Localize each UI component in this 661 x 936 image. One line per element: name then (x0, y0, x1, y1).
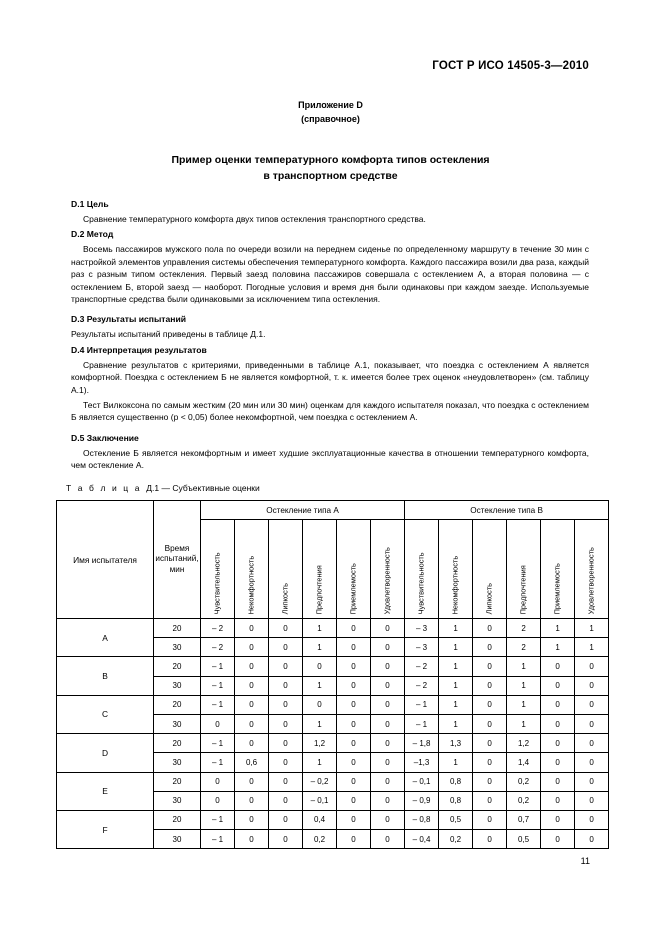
cell-value-b-0: – 0,8 (405, 810, 439, 829)
table-caption (66, 483, 260, 493)
cell-value-a-0: 0 (201, 714, 235, 733)
cell-value-b-4: 0 (541, 791, 575, 810)
subjective-ratings-table (56, 500, 609, 849)
cell-value-a-1: 0 (235, 695, 269, 714)
cell-value-b-0: – 2 (405, 676, 439, 695)
cell-tester-name: F (57, 810, 154, 848)
cell-value-a-1: 0 (235, 734, 269, 753)
page-title-line-2: в транспортном средстве (263, 170, 398, 182)
cell-test-time: 30 (154, 638, 201, 657)
cell-value-a-5: 0 (371, 772, 405, 791)
cell-value-a-4: 0 (337, 714, 371, 733)
header-test-time (154, 501, 201, 619)
cell-value-a-2: 0 (269, 695, 303, 714)
cell-value-b-2: 0 (473, 810, 507, 829)
cell-value-b-5: 0 (575, 695, 609, 714)
cell-value-b-3: 0,2 (507, 791, 541, 810)
cell-value-b-3: 1,2 (507, 734, 541, 753)
table-row (57, 619, 609, 638)
section-heading-d2: D.2 Метод (71, 229, 114, 240)
cell-value-b-1: 1 (439, 638, 473, 657)
cell-value-b-2: 0 (473, 772, 507, 791)
cell-value-b-0: – 1 (405, 695, 439, 714)
section-heading-d4: D.4 Интерпретация результатов (71, 344, 207, 355)
cell-value-b-2: 0 (473, 830, 507, 849)
cell-tester-name: D (57, 734, 154, 772)
cell-value-b-4: 0 (541, 714, 575, 733)
table-caption-label: Т а б л и ц а (66, 483, 142, 493)
cell-value-a-3: – 0,1 (303, 791, 337, 810)
cell-value-a-4: 0 (337, 676, 371, 695)
cell-value-a-5: 0 (371, 753, 405, 772)
cell-value-a-2: 0 (269, 772, 303, 791)
cell-value-a-0: – 1 (201, 830, 235, 849)
cell-value-a-5: 0 (371, 791, 405, 810)
cell-value-b-1: 1 (439, 695, 473, 714)
header-b-discomfort: Некомфортность (439, 520, 473, 619)
cell-value-a-3: 1 (303, 619, 337, 638)
cell-value-a-1: 0 (235, 791, 269, 810)
cell-value-a-4: 0 (337, 810, 371, 829)
cell-value-a-3: 0 (303, 657, 337, 676)
section-heading-d1: D.1 Цель (71, 199, 109, 209)
cell-value-b-3: 1 (507, 695, 541, 714)
cell-value-b-3: 0,5 (507, 830, 541, 849)
cell-value-b-5: 1 (575, 619, 609, 638)
cell-value-b-4: 0 (541, 734, 575, 753)
section-paragraph-d1-1: Сравнение температурного комфорта двух типов остекления транспортного средства. (83, 214, 426, 224)
cell-test-time: 20 (154, 695, 201, 714)
cell-value-a-1: 0 (235, 810, 269, 829)
cell-value-a-3: 0,2 (303, 830, 337, 849)
cell-tester-name: A (57, 619, 154, 657)
cell-value-a-0: – 1 (201, 676, 235, 695)
cell-value-a-0: – 2 (201, 638, 235, 657)
cell-value-b-2: 0 (473, 734, 507, 753)
page-title-line-1: Пример оценки температурного комфорта типов остекления (171, 154, 490, 166)
cell-value-b-0: – 1,8 (405, 734, 439, 753)
cell-value-a-2: 0 (269, 791, 303, 810)
header-b-preference: Предпочтения (507, 520, 541, 619)
cell-value-a-1: 0 (235, 714, 269, 733)
header-a-discomfort: Некомфортность (235, 520, 269, 619)
cell-value-b-4: 0 (541, 676, 575, 695)
cell-value-a-5: 0 (371, 734, 405, 753)
header-test-time-l2: испытаний, (155, 554, 199, 564)
cell-value-b-1: 1,3 (439, 734, 473, 753)
header-b-satisfaction: Удовлетворенность (575, 520, 609, 619)
header-a-stickiness: Липкость (269, 520, 303, 619)
cell-value-a-5: 0 (371, 810, 405, 829)
cell-value-b-2: 0 (473, 619, 507, 638)
cell-value-b-5: 0 (575, 810, 609, 829)
header-a-acceptability: Приемлемость (337, 520, 371, 619)
cell-value-b-3: 0,7 (507, 810, 541, 829)
section-heading-d5: D.5 Заключение (71, 432, 139, 443)
cell-test-time: 20 (154, 734, 201, 753)
cell-value-b-4: 1 (541, 619, 575, 638)
table-row (57, 810, 609, 829)
header-tester-name: Имя испытателя (57, 501, 154, 619)
cell-value-b-4: 0 (541, 753, 575, 772)
cell-value-a-4: 0 (337, 695, 371, 714)
table-caption-number: Д.1 (146, 483, 160, 493)
table-row (57, 734, 609, 753)
cell-test-time: 20 (154, 619, 201, 638)
cell-value-b-1: 1 (439, 619, 473, 638)
cell-value-b-1: 1 (439, 753, 473, 772)
cell-test-time: 30 (154, 791, 201, 810)
cell-value-a-3: 1 (303, 714, 337, 733)
cell-value-a-4: 0 (337, 772, 371, 791)
cell-value-b-0: – 0,9 (405, 791, 439, 810)
cell-value-b-2: 0 (473, 676, 507, 695)
cell-value-b-5: 0 (575, 734, 609, 753)
cell-value-b-2: 0 (473, 695, 507, 714)
header-b-sensitivity: Чувствительность (405, 520, 439, 619)
cell-value-a-4: 0 (337, 753, 371, 772)
body-text (71, 198, 589, 475)
cell-value-a-1: 0,6 (235, 753, 269, 772)
cell-value-a-3: 1 (303, 753, 337, 772)
standard-reference-header: ГОСТ Р ИСО 14505-3—2010 (432, 60, 589, 72)
cell-value-a-3: 1,2 (303, 734, 337, 753)
table-caption-text: Субъективные оценки (172, 483, 260, 493)
cell-value-a-1: 0 (235, 638, 269, 657)
cell-value-b-5: 0 (575, 753, 609, 772)
cell-value-a-3: 1 (303, 638, 337, 657)
header-a-preference: Предпочтения (303, 520, 337, 619)
cell-value-b-1: 0,2 (439, 830, 473, 849)
cell-value-a-2: 0 (269, 676, 303, 695)
cell-test-time: 20 (154, 772, 201, 791)
cell-value-b-3: 1 (507, 676, 541, 695)
cell-value-b-0: – 0,4 (405, 830, 439, 849)
cell-value-a-1: 0 (235, 657, 269, 676)
cell-value-a-0: – 2 (201, 619, 235, 638)
cell-value-a-5: 0 (371, 657, 405, 676)
cell-value-a-0: – 1 (201, 695, 235, 714)
cell-value-b-1: 0,8 (439, 791, 473, 810)
cell-value-a-0: – 1 (201, 810, 235, 829)
cell-value-b-4: 1 (541, 638, 575, 657)
cell-value-b-5: 1 (575, 638, 609, 657)
cell-tester-name: B (57, 657, 154, 695)
cell-value-a-5: 0 (371, 830, 405, 849)
page-title (0, 152, 661, 184)
table-group-header-row (57, 501, 609, 520)
cell-value-b-0: –1,3 (405, 753, 439, 772)
cell-value-a-5: 0 (371, 638, 405, 657)
header-test-time-l3: мин (169, 564, 185, 574)
cell-test-time: 30 (154, 676, 201, 695)
section-paragraph-d4-2: Тест Вилкоксона по самым жестким (20 мин или 30 мин) оценкам для каждого испытателя показал, что поездка с остеклением Б является существенно (p < 0,05) более некомфортной, чем поездка с остеклением А. (71, 400, 589, 423)
cell-value-a-2: 0 (269, 810, 303, 829)
cell-value-b-1: 0,5 (439, 810, 473, 829)
cell-value-b-3: 0,2 (507, 772, 541, 791)
cell-test-time: 20 (154, 657, 201, 676)
cell-value-a-3: 1 (303, 676, 337, 695)
cell-value-a-1: 0 (235, 619, 269, 638)
cell-value-a-3: 0,4 (303, 810, 337, 829)
section-heading-d3: D.3 Результаты испытаний (71, 314, 187, 325)
annex-kind: (справочное) (301, 114, 360, 124)
header-test-time-l1: Время (164, 543, 190, 553)
cell-value-a-2: 0 (269, 638, 303, 657)
table-caption-dash: — (161, 483, 171, 493)
cell-value-a-4: 0 (337, 619, 371, 638)
cell-value-b-1: 0,8 (439, 772, 473, 791)
cell-value-b-0: – 0,1 (405, 772, 439, 791)
cell-value-a-2: 0 (269, 734, 303, 753)
cell-test-time: 30 (154, 714, 201, 733)
cell-value-b-5: 0 (575, 791, 609, 810)
cell-value-b-1: 1 (439, 714, 473, 733)
cell-value-b-1: 1 (439, 657, 473, 676)
table-body (57, 619, 609, 849)
cell-value-b-3: 1,4 (507, 753, 541, 772)
cell-value-a-0: – 1 (201, 657, 235, 676)
header-b-acceptability: Приемлемость (541, 520, 575, 619)
cell-value-a-3: – 0,2 (303, 772, 337, 791)
section-paragraph-d3-1: Результаты испытаний приведены в таблице Д.1. (71, 329, 266, 340)
cell-value-a-1: 0 (235, 830, 269, 849)
cell-value-a-2: 0 (269, 714, 303, 733)
cell-value-b-5: 0 (575, 830, 609, 849)
cell-value-b-2: 0 (473, 791, 507, 810)
cell-value-b-5: 0 (575, 772, 609, 791)
cell-value-a-2: 0 (269, 657, 303, 676)
cell-value-b-4: 0 (541, 695, 575, 714)
cell-value-b-4: 0 (541, 772, 575, 791)
cell-value-b-0: – 1 (405, 714, 439, 733)
table-head (57, 501, 609, 619)
cell-value-a-0: 0 (201, 772, 235, 791)
table-row (57, 772, 609, 791)
cell-value-a-2: 0 (269, 753, 303, 772)
cell-test-time: 20 (154, 810, 201, 829)
cell-value-b-4: 0 (541, 830, 575, 849)
cell-value-b-5: 0 (575, 657, 609, 676)
table-row (57, 657, 609, 676)
cell-value-a-4: 0 (337, 657, 371, 676)
cell-value-a-0: – 1 (201, 753, 235, 772)
section-paragraph-d2-1: Восемь пассажиров мужского пола по очереди возили на переднем сиденье по определенному маршруту в течение 30 мин с настройкой элементов управления системы обеспечения температурного комфорта. Каждого пассажира возили два раза, каждый раз с разным типом остекления. Первый заезд половина пассажиров совершала с остеклением А, а вторая половина — с остеклением Б, второй заезд — наоборот. Погодные условия и время дня были одинаковы при каждом заезде. Используемые транспортные средства были одинаковыми за исключением типа остекления. (71, 244, 589, 305)
table-row (57, 695, 609, 714)
cell-test-time: 30 (154, 830, 201, 849)
header-group-glazing-b: Остекление типа В (405, 501, 609, 520)
cell-value-b-3: 2 (507, 638, 541, 657)
cell-value-b-0: – 3 (405, 638, 439, 657)
cell-value-b-3: 2 (507, 619, 541, 638)
cell-value-a-0: 0 (201, 791, 235, 810)
cell-value-a-5: 0 (371, 695, 405, 714)
cell-value-a-5: 0 (371, 619, 405, 638)
cell-value-b-0: – 2 (405, 657, 439, 676)
cell-value-a-5: 0 (371, 676, 405, 695)
cell-value-b-2: 0 (473, 638, 507, 657)
header-group-glazing-a: Остекление типа А (201, 501, 405, 520)
page-number: 11 (580, 856, 590, 866)
cell-value-a-4: 0 (337, 638, 371, 657)
cell-value-b-4: 0 (541, 657, 575, 676)
annex-label: Приложение D (298, 100, 363, 110)
cell-value-a-4: 0 (337, 791, 371, 810)
cell-value-b-5: 0 (575, 676, 609, 695)
section-paragraph-d4-1: Сравнение результатов с критериями, приведенными в таблице А.1, показывает, что поездка с остеклением А является комфортной. Поездка с остеклением Б не является комфортной, т. к. имеется более трех оценок «неудовлетворен» (см. таблицу А.1). (71, 359, 589, 395)
section-paragraph-d5-1: Остекление Б является некомфортным и имеет худшие эксплуатационные качества в отношении температурного комфорта, чем остекление А. (71, 447, 589, 471)
cell-value-a-0: – 1 (201, 734, 235, 753)
cell-tester-name: C (57, 695, 154, 733)
cell-value-b-2: 0 (473, 714, 507, 733)
cell-value-a-3: 0 (303, 695, 337, 714)
header-a-sensitivity: Чувствительность (201, 520, 235, 619)
cell-value-a-5: 0 (371, 714, 405, 733)
cell-value-b-4: 0 (541, 810, 575, 829)
cell-value-a-4: 0 (337, 830, 371, 849)
annex-block (0, 98, 661, 126)
header-a-satisfaction: Удовлетворенность (371, 520, 405, 619)
cell-value-a-1: 0 (235, 676, 269, 695)
header-b-stickiness: Липкость (473, 520, 507, 619)
cell-value-b-1: 1 (439, 676, 473, 695)
cell-tester-name: E (57, 772, 154, 810)
cell-value-b-2: 0 (473, 657, 507, 676)
cell-value-a-1: 0 (235, 772, 269, 791)
cell-value-b-3: 1 (507, 657, 541, 676)
cell-test-time: 30 (154, 753, 201, 772)
cell-value-b-5: 0 (575, 714, 609, 733)
cell-value-a-4: 0 (337, 734, 371, 753)
cell-value-a-2: 0 (269, 830, 303, 849)
cell-value-a-2: 0 (269, 619, 303, 638)
cell-value-b-2: 0 (473, 753, 507, 772)
cell-value-b-3: 1 (507, 714, 541, 733)
cell-value-b-0: – 3 (405, 619, 439, 638)
